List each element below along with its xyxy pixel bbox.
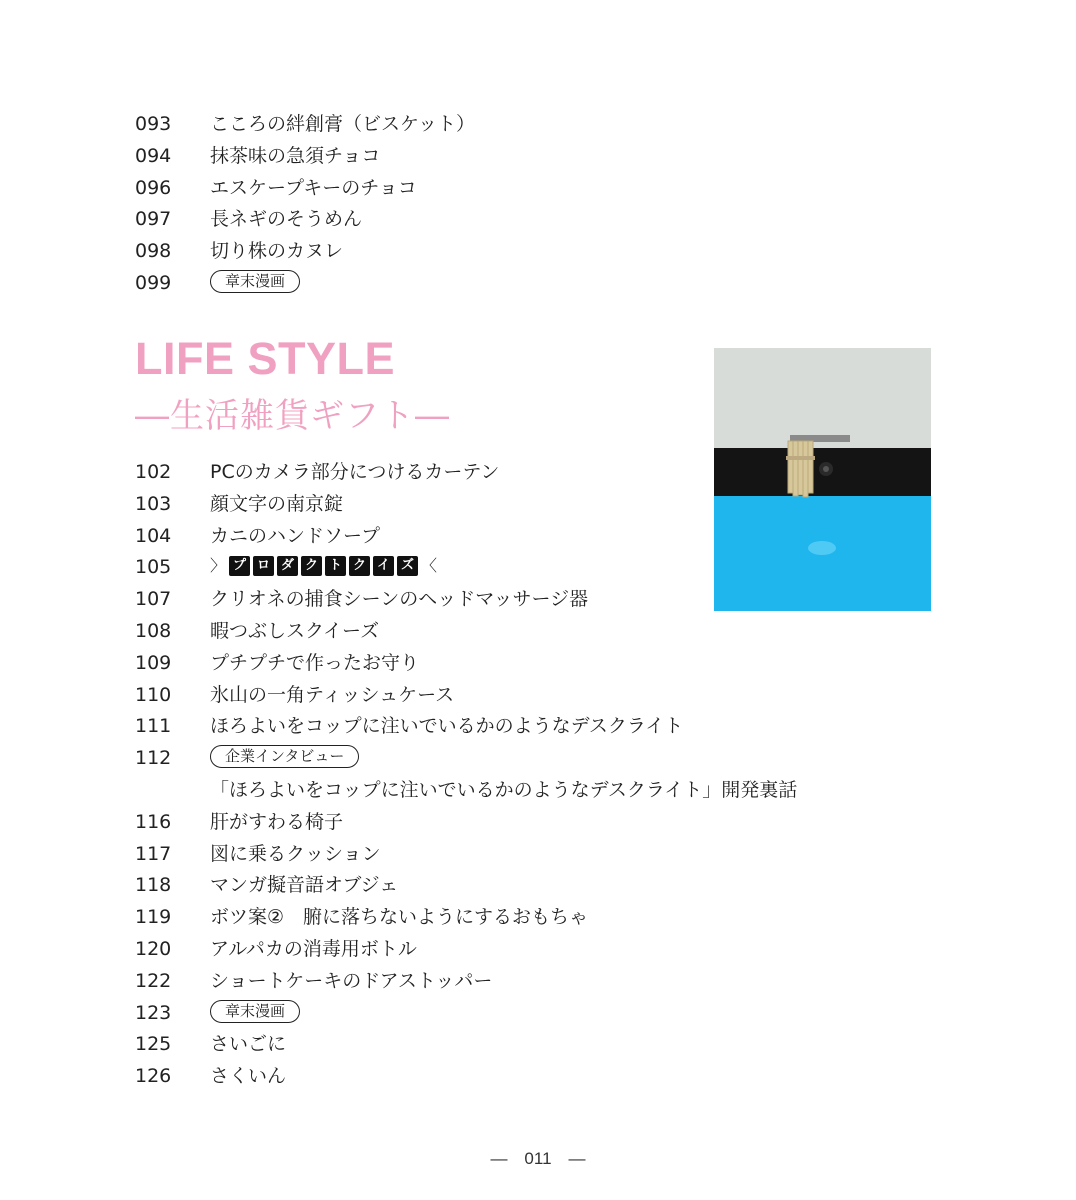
page-number: ― 011 ― [490, 1149, 586, 1168]
quiz-letter: ロ [253, 556, 274, 576]
toc-entry-title: 図に乗るクッション [210, 842, 381, 865]
quiz-letter: イ [373, 556, 394, 576]
toc-page-number: 109 [135, 651, 172, 674]
toc-page-number: 104 [135, 524, 172, 547]
toc-entry-title [210, 551, 437, 583]
laptop-curtain-photo [714, 348, 931, 611]
category-tag: 章末漫画 [210, 1000, 300, 1023]
toc-page-number: 122 [135, 969, 172, 992]
toc-entry-title: 氷山の一角ティッシュケース [210, 683, 455, 706]
toc-entry-title [210, 742, 359, 774]
toc-entry-title: PCのカメラ部分につけるカーテン [210, 461, 500, 483]
product-quiz-badge [210, 556, 437, 576]
badge-bracket-right: 〈 [421, 555, 438, 575]
toc-page-number: 103 [135, 492, 172, 515]
toc-page-number: 108 [135, 620, 172, 642]
quiz-letter: ク [301, 556, 322, 576]
toc-entry-title: 切り株のカヌレ [210, 240, 344, 263]
toc-page-number: 110 [135, 683, 172, 706]
toc-entry-title: こころの絆創膏（ビスケット） [210, 113, 476, 135]
toc-page-number: 107 [135, 588, 172, 611]
toc-page-number: 096 [135, 176, 172, 199]
toc-page-number: 105 [135, 556, 172, 579]
toc-entry-title: 「ほろよいをコップに注いでいるかのようなデスクライト」開発裏話 [210, 779, 798, 801]
toc-page-number: 099 [135, 272, 172, 294]
toc-page-number: 120 [135, 938, 172, 960]
toc-page-number: 111 [135, 715, 172, 738]
quiz-letter: ト [325, 556, 346, 576]
toc-entry-title: 暇つぶしスクイーズ [210, 620, 380, 642]
toc-page-number: 093 [135, 113, 172, 135]
toc-page-number: 098 [135, 240, 172, 263]
toc-page-number: 125 [135, 1033, 172, 1056]
toc-page-number: 112 [135, 747, 172, 770]
toc-entry-title: カニのハンドソープ [210, 524, 381, 547]
toc-entry-title: 肝がすわる椅子 [210, 810, 344, 833]
toc-page-number: 123 [135, 1001, 172, 1024]
section-title-en: LIFE STYLE [135, 333, 396, 384]
toc-entry-title: アルパカの消毒用ボトル [210, 938, 417, 960]
toc-page-number: 117 [135, 842, 172, 865]
toc-entry-title: 長ネギのそうめん [210, 208, 363, 231]
toc-page-number: 118 [135, 874, 172, 897]
toc-entry-title: さくいん [210, 1065, 287, 1088]
toc-entry-title: プチプチで作ったお守り [210, 651, 420, 674]
product-photo [714, 348, 931, 611]
badge-bracket-left: 〉 [210, 555, 227, 575]
category-tag: 企業インタビュー [210, 745, 359, 768]
toc-entry-title: ほろよいをコップに注いでいるかのようなデスクライト [210, 715, 684, 738]
toc-page-number: 126 [135, 1065, 172, 1088]
toc-page-number: 116 [135, 810, 172, 833]
toc-entry-title [210, 267, 300, 299]
toc-entry-title: 抹茶味の急須チョコ [210, 144, 381, 167]
toc-page-number: 119 [135, 906, 172, 929]
toc-page-number: 102 [135, 461, 172, 483]
toc-page-number: 094 [135, 144, 172, 167]
category-tag: 章末漫画 [210, 270, 300, 293]
toc-entry-title: 顔文字の南京錠 [210, 492, 344, 515]
toc-entry-title: マンガ擬音語オブジェ [210, 874, 399, 897]
quiz-letter: ク [349, 556, 370, 576]
quiz-letter: ダ [277, 556, 298, 576]
toc-entry-title [210, 997, 300, 1029]
section-title-jp: ―生活雑貨ギフト― [135, 396, 450, 436]
toc-entry-title: ショートケーキのドアストッパー [210, 969, 493, 992]
toc-entry-title: クリオネの捕食シーンのヘッドマッサージ器 [210, 588, 589, 611]
quiz-letter: プ [229, 556, 250, 576]
toc-entry-title: ボツ案② 腑に落ちないようにするおもちゃ [210, 906, 589, 929]
toc-page-number: 097 [135, 208, 172, 231]
toc-entry-title: さいごに [210, 1033, 287, 1056]
quiz-letter: ズ [397, 556, 418, 576]
toc-entry-title: エスケープキーのチョコ [210, 176, 417, 199]
